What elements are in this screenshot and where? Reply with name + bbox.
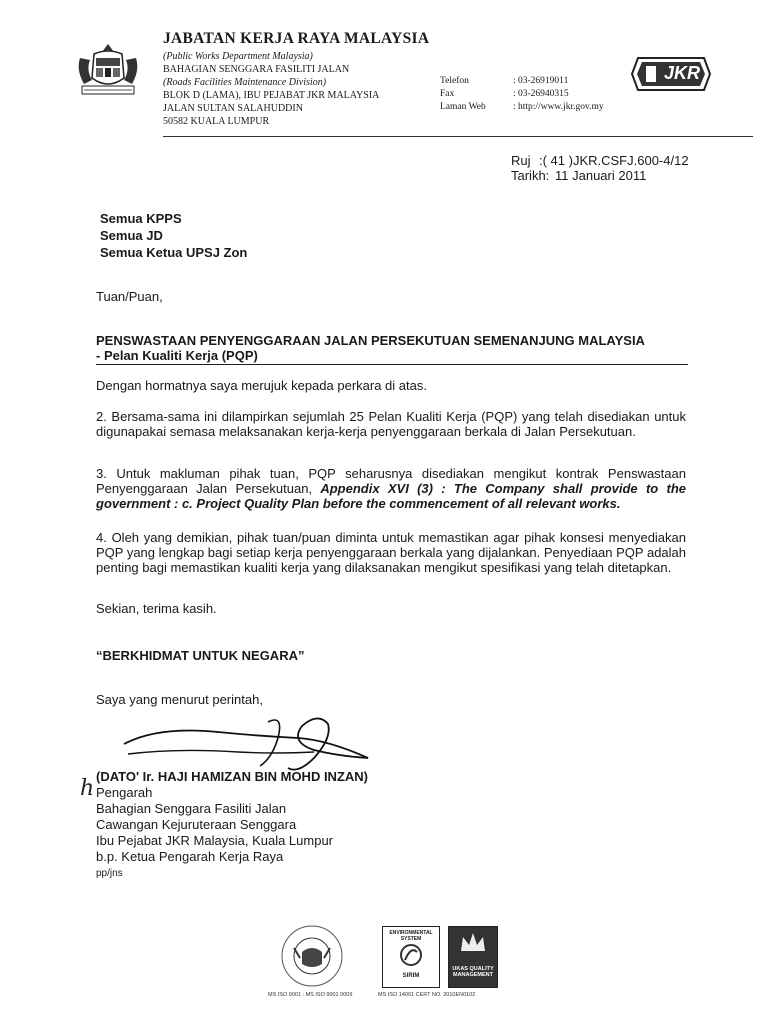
header-divider (163, 136, 753, 137)
crown-icon (449, 927, 497, 961)
contact-value-web: : http://www.jkr.gov.my (513, 102, 604, 112)
jkr-logo (630, 56, 712, 92)
contact-label-fax: Fax (440, 89, 455, 99)
paragraph-3-text: 3. Untuk makluman pihak tuan, PQP seharusnya disediakan mengikut kontrak Penswastaan Penyenggaraan Jalan Persekutuan, (96, 466, 686, 496)
org-name: JABATAN KERJA RAYA MALAYSIA (163, 30, 430, 47)
signatory-title-line: Ibu Pejabat JKR Malaysia, Kuala Lumpur (96, 833, 334, 848)
contact-label-web: Laman Web (440, 102, 486, 112)
division-name: BAHAGIAN SENGGARA FASILITI JALAN (163, 64, 350, 75)
sign-intro: Saya yang menurut perintah, (96, 692, 263, 707)
contact-label-phone: Telefon (440, 76, 469, 86)
ref-initials: pp/jns (96, 868, 123, 879)
address-line-3: 50582 KUALA LUMPUR (163, 116, 270, 127)
paragraph-3 (96, 466, 686, 511)
handwritten-signature (118, 708, 418, 778)
contact-value-fax: : 03-26940315 (513, 89, 569, 99)
recipient-list (100, 210, 247, 261)
address-line-2: JALAN SULTAN SALAHUDDIN (163, 103, 303, 114)
env-badge-bottom-text: SIRIM (402, 973, 420, 979)
quality-seal-icon (274, 924, 350, 988)
subject-line-1: PENSWASTAAN PENYENGGARAAN JALAN PERSEKUTUAN SEMENANJUNG MALAYSIA (96, 333, 645, 348)
environmental-system-badge (382, 926, 440, 988)
signatory-titles (96, 785, 333, 865)
motto: “BERKHIDMAT UNTUK NEGARA” (96, 648, 305, 663)
ukas-quality-badge (448, 926, 498, 988)
ref-value: :( 41 )JKR.CSFJ.600-4/12 (539, 153, 689, 168)
signatory-title-line: Cawangan Kejuruteraan Senggara (96, 817, 297, 832)
signatory-title-line: Bahagian Senggara Fasiliti Jalan (96, 801, 287, 816)
env-leaf-icon (383, 942, 439, 968)
cert-left-text: MS ISO 9001 : MS ISO 9001 0009 (268, 992, 353, 998)
recipient-item: Semua KPPS (100, 211, 182, 226)
signatory-title-line: b.p. Ketua Pengarah Kerja Raya (96, 849, 284, 864)
contact-value-phone: : 03-26919011 (513, 76, 569, 86)
paragraph-4: 4. Oleh yang demikian, pihak tuan/puan diminta untuk memastikan agar pihak konsesi menyediakan PQP yang lengkap bagi setiap kerja penyenggaraan berkala yang dijalankan. Penyediaan PQP adalah penting bagi memastikan kualiti kerja yang dilaksanakan mengikut spesifikasi yang telah ditetapkan. (96, 530, 687, 575)
closing-text: Sekian, terima kasih. (96, 601, 217, 616)
address-line-1: BLOK D (LAMA), IBU PEJABAT JKR MALAYSIA (163, 90, 380, 101)
paragraph-1: Dengan hormatnya saya merujuk kepada perkara di atas. (96, 378, 427, 393)
date-value: 11 Januari 2011 (555, 168, 647, 183)
signatory-name: (DATO' Ir. HAJI HAMIZAN BIN MOHD INZAN) (96, 769, 368, 784)
date-label: Tarikh: (511, 168, 550, 183)
initials-mark: h (80, 776, 95, 801)
recipient-item: Semua JD (100, 228, 163, 243)
salutation: Tuan/Puan, (96, 289, 163, 304)
org-name-en: (Public Works Department Malaysia) (163, 51, 313, 62)
cert-right-text: MS ISO 14001 CERT NO. 2010EN0102 (378, 992, 476, 998)
subject-line-2: - Pelan Kualiti Kerja (PQP) (96, 348, 258, 363)
signatory-title-line: Pengarah (96, 785, 153, 800)
env-badge-top-text: ENVIRONMENTAL SYSTEM (389, 930, 433, 942)
division-name-en: (Roads Facilities Maintenance Division) (163, 77, 327, 88)
subject-underline (96, 364, 688, 365)
recipient-item: Semua Ketua UPSJ Zon (100, 245, 248, 260)
ref-label: Ruj (511, 153, 531, 168)
ukas-text: UKAS QUALITY MANAGEMENT (452, 966, 494, 978)
paragraph-2: 2. Bersama-sama ini dilampirkan sejumlah 25 Pelan Kualiti Kerja (PQP) yang telah disediakan untuk digunapakai semasa melaksanakan kerja-kerja penyenggaraan berkala di Jalan Persekutuan. (96, 409, 686, 439)
jkr-logo-text: JKR (664, 63, 701, 83)
malaysia-crest-logo (70, 40, 146, 104)
paragraph-3-quote: Appendix XVI (3) : The Company shall provide to the government : c. Project Quality Plan before the commencement of all relevant works. (96, 481, 686, 511)
subject (96, 333, 686, 363)
